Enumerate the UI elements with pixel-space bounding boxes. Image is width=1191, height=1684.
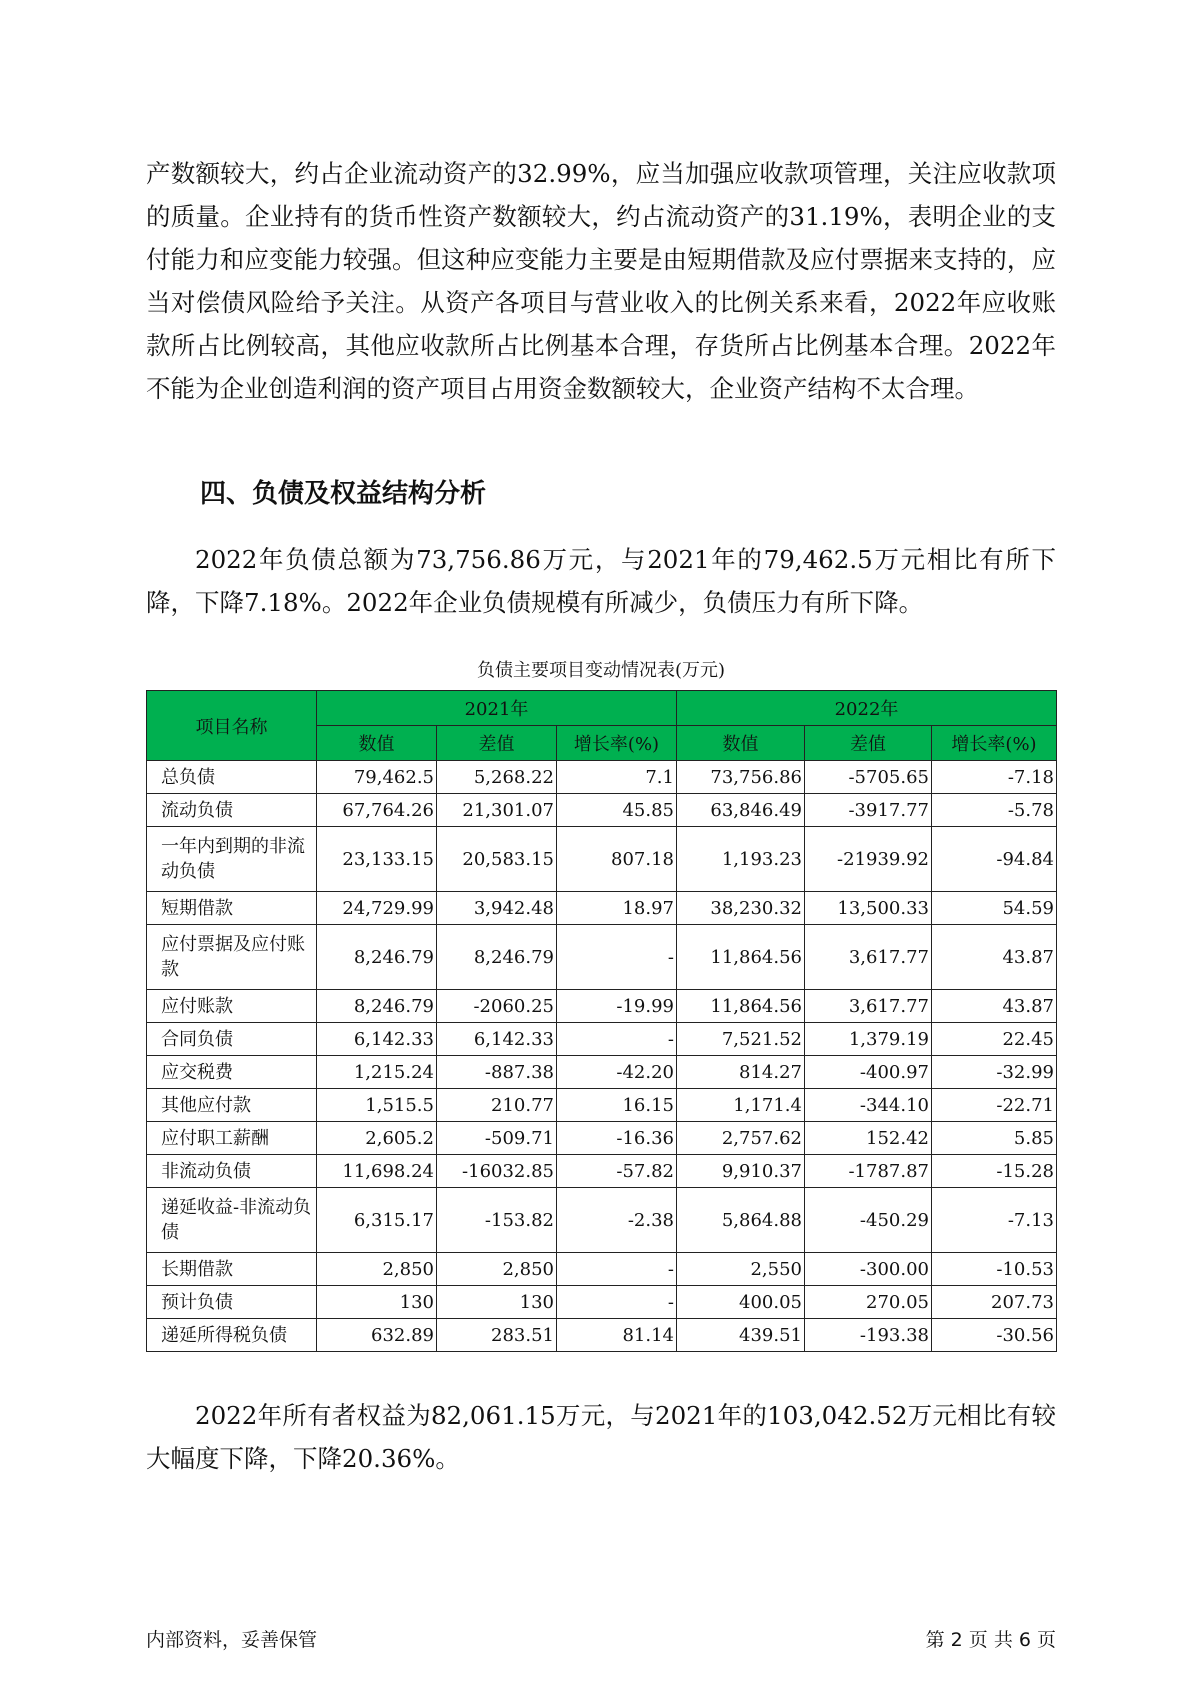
section-heading: 四、负债及权益结构分析 bbox=[200, 479, 487, 509]
value-2021-cell: 2,850 bbox=[317, 1253, 437, 1286]
rate-2021-cell: - bbox=[557, 1023, 677, 1056]
rate-2021-cell: 7.1 bbox=[557, 761, 677, 794]
paragraph-equity-summary: 2022年所有者权益为82,061.15万元，与2021年的103,042.52万元相比有较大幅度下降，下降20.36%。 bbox=[146, 1401, 1056, 1473]
item-name-cell: 长期借款 bbox=[147, 1253, 317, 1286]
footer-page-number: 第 2 页 共 6 页 bbox=[925, 1629, 1056, 1651]
header-year-2021: 2021年 bbox=[317, 691, 677, 726]
value-2022-cell: 2,550 bbox=[677, 1253, 805, 1286]
rate-2022-cell: 22.45 bbox=[932, 1023, 1057, 1056]
diff-2021-cell: 3,942.48 bbox=[437, 892, 557, 925]
diff-2021-cell: -16032.85 bbox=[437, 1155, 557, 1188]
table-row bbox=[147, 892, 1057, 925]
value-2021-cell: 1,515.5 bbox=[317, 1089, 437, 1122]
diff-2021-cell: -509.71 bbox=[437, 1122, 557, 1155]
rate-2022-cell: -94.84 bbox=[932, 827, 1057, 892]
table-row bbox=[147, 1122, 1057, 1155]
table-row bbox=[147, 1319, 1057, 1352]
rate-2021-cell: - bbox=[557, 925, 677, 990]
table-row bbox=[147, 1286, 1057, 1319]
rate-2021-cell: -57.82 bbox=[557, 1155, 677, 1188]
table-row bbox=[147, 827, 1057, 892]
rate-2022-cell: -5.78 bbox=[932, 794, 1057, 827]
item-name-cell: 应交税费 bbox=[147, 1056, 317, 1089]
header-item-name: 项目名称 bbox=[147, 691, 317, 761]
table-row bbox=[147, 1056, 1057, 1089]
table-caption: 负债主要项目变动情况表(万元) bbox=[476, 660, 726, 681]
paragraph-liability-summary: 2022年负债总额为73,756.86万元，与2021年的79,462.5万元相比有所下降，下降7.18%。2022年企业负债规模有所减少，负债压力有所下降。 bbox=[146, 545, 1056, 617]
value-2021-cell: 8,246.79 bbox=[317, 990, 437, 1023]
rate-2021-cell: -2.38 bbox=[557, 1188, 677, 1253]
rate-2022-cell: -32.99 bbox=[932, 1056, 1057, 1089]
value-2021-cell: 130 bbox=[317, 1286, 437, 1319]
table-row bbox=[147, 925, 1057, 990]
diff-2022-cell: -1787.87 bbox=[805, 1155, 932, 1188]
diff-2022-cell: -21939.92 bbox=[805, 827, 932, 892]
item-name-cell: 流动负债 bbox=[147, 794, 317, 827]
value-2022-cell: 11,864.56 bbox=[677, 990, 805, 1023]
value-2022-cell: 2,757.62 bbox=[677, 1122, 805, 1155]
item-name-cell: 递延所得税负债 bbox=[147, 1319, 317, 1352]
header-value-2022: 数值 bbox=[677, 726, 805, 761]
diff-2021-cell: 21,301.07 bbox=[437, 794, 557, 827]
value-2021-cell: 8,246.79 bbox=[317, 925, 437, 990]
value-2022-cell: 73,756.86 bbox=[677, 761, 805, 794]
header-rate-2021: 增长率(%) bbox=[557, 726, 677, 761]
rate-2022-cell: -30.56 bbox=[932, 1319, 1057, 1352]
diff-2022-cell: -400.97 bbox=[805, 1056, 932, 1089]
rate-2021-cell: 81.14 bbox=[557, 1319, 677, 1352]
rate-2021-cell: -19.99 bbox=[557, 990, 677, 1023]
header-diff-2021: 差值 bbox=[437, 726, 557, 761]
item-name-cell: 合同负债 bbox=[147, 1023, 317, 1056]
diff-2022-cell: -3917.77 bbox=[805, 794, 932, 827]
diff-2022-cell: 3,617.77 bbox=[805, 925, 932, 990]
diff-2022-cell: 3,617.77 bbox=[805, 990, 932, 1023]
header-year-2022: 2022年 bbox=[677, 691, 1057, 726]
header-diff-2022: 差值 bbox=[805, 726, 932, 761]
diff-2022-cell: 13,500.33 bbox=[805, 892, 932, 925]
value-2021-cell: 24,729.99 bbox=[317, 892, 437, 925]
item-name-cell: 应付职工薪酬 bbox=[147, 1122, 317, 1155]
item-name-cell: 递延收益-非流动负债 bbox=[147, 1188, 317, 1253]
rate-2022-cell: 43.87 bbox=[932, 990, 1057, 1023]
table-row bbox=[147, 1023, 1057, 1056]
rate-2021-cell: - bbox=[557, 1286, 677, 1319]
item-name-cell: 总负债 bbox=[147, 761, 317, 794]
item-name-cell: 一年内到期的非流动负债 bbox=[147, 827, 317, 892]
value-2021-cell: 2,605.2 bbox=[317, 1122, 437, 1155]
diff-2022-cell: 152.42 bbox=[805, 1122, 932, 1155]
diff-2021-cell: 8,246.79 bbox=[437, 925, 557, 990]
diff-2022-cell: -193.38 bbox=[805, 1319, 932, 1352]
diff-2022-cell: -450.29 bbox=[805, 1188, 932, 1253]
header-value-2021: 数值 bbox=[317, 726, 437, 761]
value-2021-cell: 11,698.24 bbox=[317, 1155, 437, 1188]
rate-2021-cell: 45.85 bbox=[557, 794, 677, 827]
item-name-cell: 非流动负债 bbox=[147, 1155, 317, 1188]
rate-2022-cell: 207.73 bbox=[932, 1286, 1057, 1319]
item-name-cell: 其他应付款 bbox=[147, 1089, 317, 1122]
value-2021-cell: 6,142.33 bbox=[317, 1023, 437, 1056]
value-2022-cell: 439.51 bbox=[677, 1319, 805, 1352]
value-2021-cell: 632.89 bbox=[317, 1319, 437, 1352]
diff-2021-cell: -153.82 bbox=[437, 1188, 557, 1253]
paragraph-asset-analysis: 产数额较大，约占企业流动资产的32.99%，应当加强应收款项管理，关注应收款项的质量。企业持有的货币性资产数额较大，约占流动资产的31.19%，表明企业的支付能力和应变能力较强。但这种应变能力主要是由短期借款及应付票据来支持的，应当对偿债风险给予关注。从资产各项目与营业收入的比例关系来看，2022年应收账款所占比例较高，其他应收款所占比例基本合理，存货所占比例基本合理。2022年不能为企业创造利润的资产项目占用资金数额较大，企业资产结构不太合理。 bbox=[146, 159, 1056, 403]
rate-2021-cell: 16.15 bbox=[557, 1089, 677, 1122]
item-name-cell: 应付账款 bbox=[147, 990, 317, 1023]
diff-2022-cell: 270.05 bbox=[805, 1286, 932, 1319]
value-2022-cell: 9,910.37 bbox=[677, 1155, 805, 1188]
rate-2022-cell: 54.59 bbox=[932, 892, 1057, 925]
rate-2021-cell: - bbox=[557, 1253, 677, 1286]
header-rate-2022: 增长率(%) bbox=[932, 726, 1057, 761]
table-row bbox=[147, 990, 1057, 1023]
diff-2021-cell: -887.38 bbox=[437, 1056, 557, 1089]
value-2021-cell: 79,462.5 bbox=[317, 761, 437, 794]
value-2021-cell: 1,215.24 bbox=[317, 1056, 437, 1089]
value-2022-cell: 814.27 bbox=[677, 1056, 805, 1089]
item-name-cell: 预计负债 bbox=[147, 1286, 317, 1319]
table-row bbox=[147, 1188, 1057, 1253]
rate-2022-cell: -10.53 bbox=[932, 1253, 1057, 1286]
rate-2021-cell: 18.97 bbox=[557, 892, 677, 925]
table-row bbox=[147, 794, 1057, 827]
rate-2022-cell: 43.87 bbox=[932, 925, 1057, 990]
value-2022-cell: 63,846.49 bbox=[677, 794, 805, 827]
diff-2021-cell: 283.51 bbox=[437, 1319, 557, 1352]
diff-2021-cell: 130 bbox=[437, 1286, 557, 1319]
value-2021-cell: 6,315.17 bbox=[317, 1188, 437, 1253]
rate-2021-cell: 807.18 bbox=[557, 827, 677, 892]
diff-2021-cell: 2,850 bbox=[437, 1253, 557, 1286]
diff-2021-cell: 20,583.15 bbox=[437, 827, 557, 892]
value-2022-cell: 1,193.23 bbox=[677, 827, 805, 892]
value-2022-cell: 11,864.56 bbox=[677, 925, 805, 990]
value-2021-cell: 23,133.15 bbox=[317, 827, 437, 892]
footer-confidential-note: 内部资料，妥善保管 bbox=[146, 1629, 318, 1651]
rate-2021-cell: -16.36 bbox=[557, 1122, 677, 1155]
rate-2022-cell: 5.85 bbox=[932, 1122, 1057, 1155]
value-2022-cell: 1,171.4 bbox=[677, 1089, 805, 1122]
value-2022-cell: 400.05 bbox=[677, 1286, 805, 1319]
rate-2022-cell: -22.71 bbox=[932, 1089, 1057, 1122]
diff-2022-cell: 1,379.19 bbox=[805, 1023, 932, 1056]
rate-2022-cell: -7.18 bbox=[932, 761, 1057, 794]
diff-2022-cell: -344.10 bbox=[805, 1089, 932, 1122]
item-name-cell: 短期借款 bbox=[147, 892, 317, 925]
value-2022-cell: 5,864.88 bbox=[677, 1188, 805, 1253]
rate-2022-cell: -7.13 bbox=[932, 1188, 1057, 1253]
value-2022-cell: 7,521.52 bbox=[677, 1023, 805, 1056]
table-row bbox=[147, 1155, 1057, 1188]
value-2022-cell: 38,230.32 bbox=[677, 892, 805, 925]
table-row bbox=[147, 761, 1057, 794]
diff-2021-cell: 6,142.33 bbox=[437, 1023, 557, 1056]
diff-2021-cell: 5,268.22 bbox=[437, 761, 557, 794]
table-row bbox=[147, 1253, 1057, 1286]
item-name-cell: 应付票据及应付账款 bbox=[147, 925, 317, 990]
diff-2021-cell: 210.77 bbox=[437, 1089, 557, 1122]
liability-table bbox=[146, 690, 1057, 1352]
rate-2021-cell: -42.20 bbox=[557, 1056, 677, 1089]
diff-2022-cell: -300.00 bbox=[805, 1253, 932, 1286]
value-2021-cell: 67,764.26 bbox=[317, 794, 437, 827]
diff-2022-cell: -5705.65 bbox=[805, 761, 932, 794]
diff-2021-cell: -2060.25 bbox=[437, 990, 557, 1023]
rate-2022-cell: -15.28 bbox=[932, 1155, 1057, 1188]
table-row bbox=[147, 1089, 1057, 1122]
